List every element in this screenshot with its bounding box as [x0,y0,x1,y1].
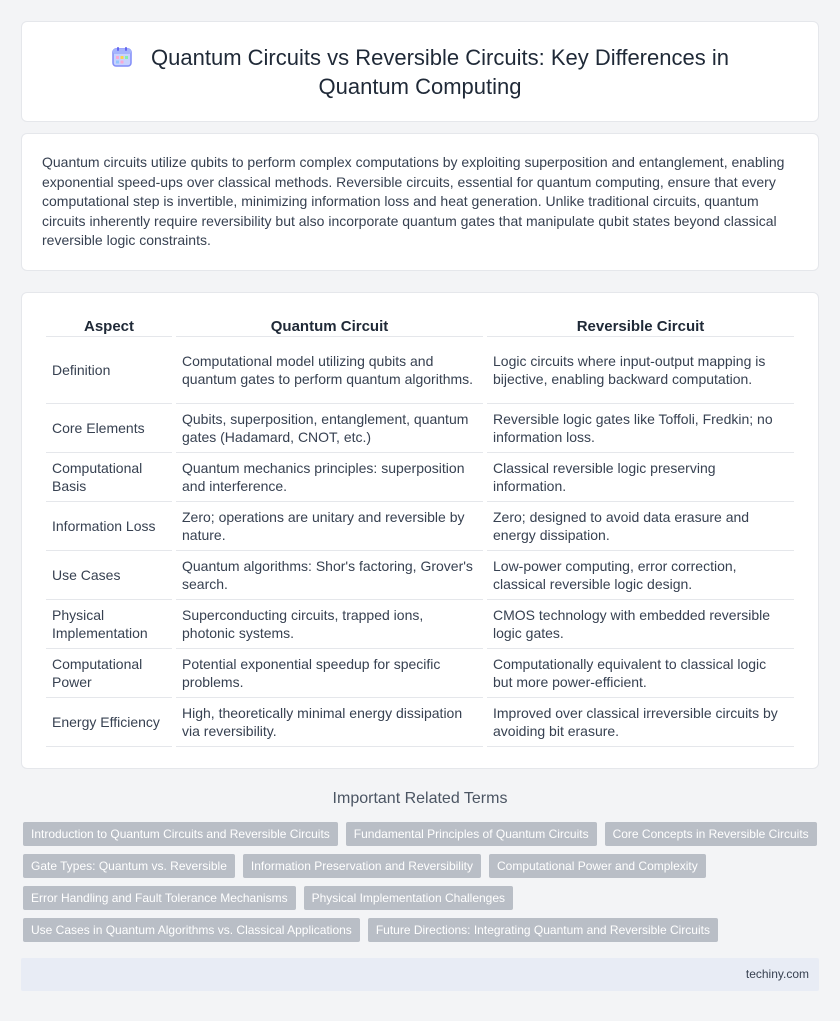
table-cell: Quantum mechanics principles: superposition and interference. [176,453,483,502]
header-aspect: Aspect [46,311,172,337]
related-terms-title: Important Related Terms [332,790,508,807]
intro-card [21,133,819,271]
table-cell: Definition [46,337,172,404]
footer-site-link[interactable]: techiny.com [745,967,809,981]
footer [21,958,819,991]
related-term-tag[interactable]: Future Directions: Integrating Quantum and Reversible Circuits [368,918,718,942]
table-cell: Improved over classical irreversible circuits by avoiding bit erasure. [487,698,794,747]
related-term-tag[interactable]: Core Concepts in Reversible Circuits [605,822,817,846]
table-cell: Information Loss [46,502,172,551]
table-cell: Zero; operations are unitary and reversible by nature. [176,502,483,551]
title-line-2: Quantum Computing [318,74,522,99]
related-term-tag[interactable]: Error Handling and Fault Tolerance Mechanisms [23,886,296,910]
related-term-tag[interactable]: Fundamental Principles of Quantum Circuits [346,822,597,846]
table-cell: Zero; designed to avoid data erasure and energy dissipation. [487,502,794,551]
page-title [22,43,818,101]
title-line-1 [22,43,818,72]
table-cell: Use Cases [46,551,172,600]
calendar-icon [111,46,133,68]
table-cell: Physical Implementation [46,600,172,649]
intro-paragraph: Quantum circuits utilize qubits to perform complex computations by exploiting superposition and entanglement, enabling exponential speed-ups over classical methods. Reversible circuits, essential for quantum computing, ensure that every computational step is invertible, minimizing information loss and heat generation. Unlike traditional circuits, quantum circuits inherently require reversibility but also incorporate quantum gates that manipulate qubit states beyond classical reversible logic constraints. [42,154,785,249]
header-card [21,21,819,122]
table-cell: Potential exponential speedup for specific problems. [176,649,483,698]
table-cell: Superconducting circuits, trapped ions, photonic systems. [176,600,483,649]
related-term-tag[interactable]: Introduction to Quantum Circuits and Reversible Circuits [23,822,338,846]
table-cell: Computational Power [46,649,172,698]
table-cell: Computationally equivalent to classical logic but more power-efficient. [487,649,794,698]
tag-row [23,854,823,878]
header-quantum-circuit: Quantum Circuit [176,311,483,337]
table-cell: Classical reversible logic preserving information. [487,453,794,502]
related-term-tag[interactable]: Physical Implementation Challenges [304,886,513,910]
table-cell: CMOS technology with embedded reversible logic gates. [487,600,794,649]
related-term-tag[interactable]: Computational Power and Complexity [489,854,706,878]
title-text-1: Quantum Circuits vs Reversible Circuits: Key Differences in [151,45,729,70]
tag-row [23,822,823,846]
table-cell: Energy Efficiency [46,698,172,747]
tag-row [23,918,823,942]
table-row [46,649,794,698]
table-cell: Reversible logic gates like Toffoli, Fredkin; no information loss. [487,404,794,453]
related-terms-list [23,822,823,950]
table-cell: Core Elements [46,404,172,453]
comparison-card [21,292,819,769]
table-cell: High, theoretically minimal energy dissipation via reversibility. [176,698,483,747]
comparison-table [42,311,798,747]
header-reversible-circuit: Reversible Circuit [487,311,794,337]
table-row [46,551,794,600]
related-term-tag[interactable]: Information Preservation and Reversibility [243,854,481,878]
table-row [46,698,794,747]
table-cell: Computational model utilizing qubits and quantum gates to perform quantum algorithms. [176,337,483,404]
table-header-row [46,311,794,337]
tag-row [23,886,823,910]
related-term-tag[interactable]: Use Cases in Quantum Algorithms vs. Classical Applications [23,918,360,942]
table-cell: Quantum algorithms: Shor's factoring, Grover's search. [176,551,483,600]
table-row [46,337,794,404]
table-cell: Logic circuits where input-output mapping is bijective, enabling backward computation. [487,337,794,404]
table-row [46,502,794,551]
table-row [46,453,794,502]
table-cell: Qubits, superposition, entanglement, quantum gates (Hadamard, CNOT, etc.) [176,404,483,453]
related-term-tag[interactable]: Gate Types: Quantum vs. Reversible [23,854,235,878]
table-cell: Computational Basis [46,453,172,502]
table-row [46,404,794,453]
table-row [46,600,794,649]
table-cell: Low-power computing, error correction, classical reversible logic design. [487,551,794,600]
